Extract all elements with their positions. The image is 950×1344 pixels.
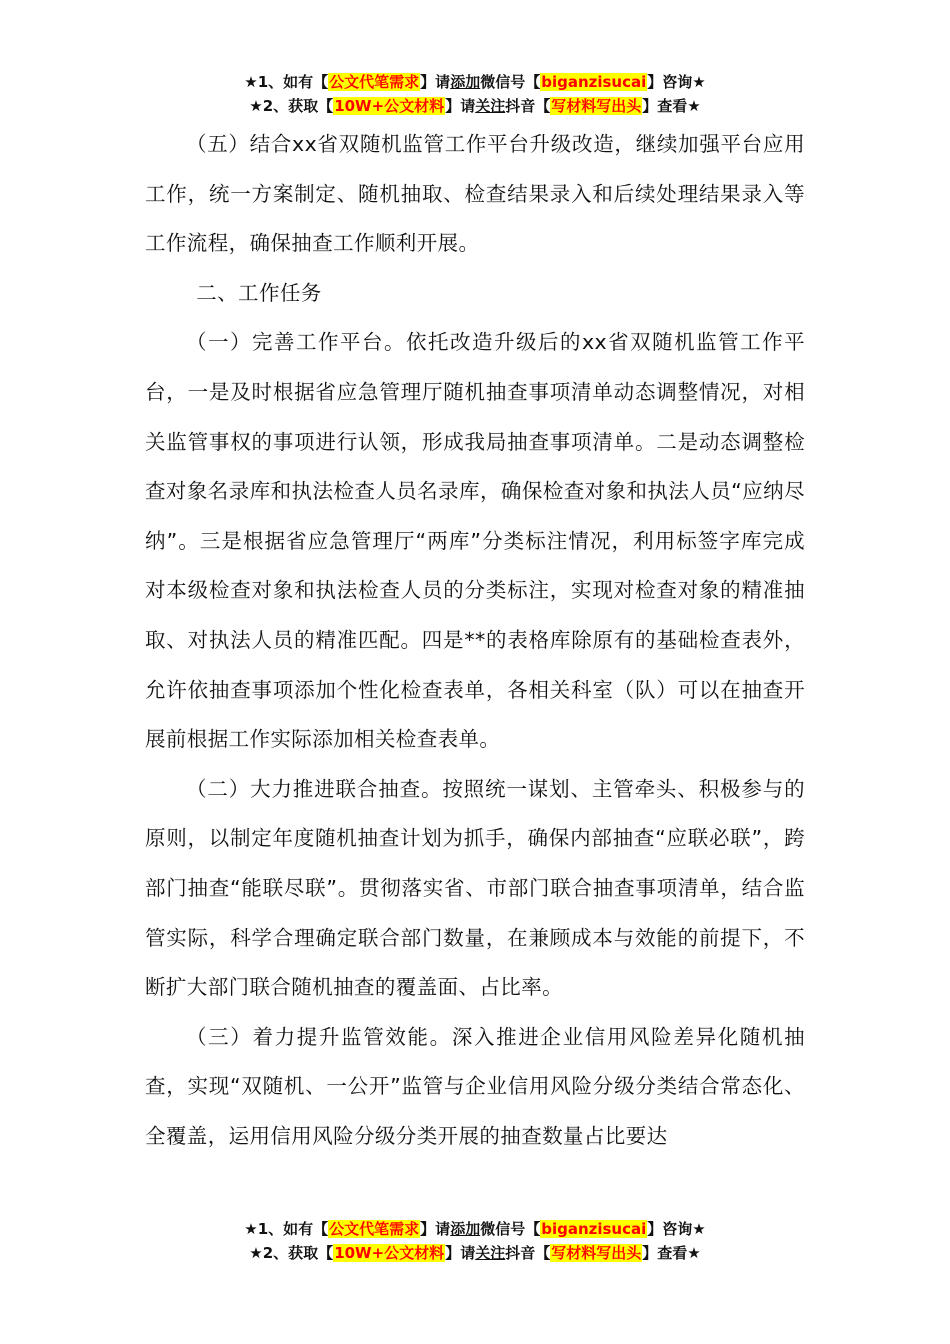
- footer-highlight-ghostwriting: 公文代笔需求: [329, 1220, 420, 1238]
- footer-highlight-materials: 10W+公文材料: [334, 1244, 445, 1262]
- paragraph-two: （二）大力推进联合抽查。按照统一谋划、主管牵头、积极参与的原则，以制定年度随机抽查计划为抓手，确保内部抽查“应联必联”，跨部门抽查“能联尽联”。贯彻落实省、市部门联合抽查事项清单，结合监管实际，科学合理确定联合部门数量，在兼顾成本与效能的前提下，不断扩大部门联合随机抽查的覆盖面、占比率。: [145, 776, 805, 1000]
- header-banner: [0, 70, 950, 118]
- footer-line-1: ★1、如有【公文代笔需求】请添加微信号【biganzisucai】咨询★: [244, 1220, 706, 1238]
- document-body: [145, 120, 805, 1161]
- section-heading-tasks: 二、工作任务: [196, 280, 322, 305]
- highlight-douyin: 写材料写出头: [551, 97, 642, 115]
- footer-highlight-douyin: 写材料写出头: [551, 1244, 642, 1262]
- highlight-materials: 10W+公文材料: [334, 97, 445, 115]
- banner-line-1: ★1、如有【公文代笔需求】请添加微信号【biganzisucai】咨询★: [244, 73, 706, 91]
- footer-banner: [0, 1217, 950, 1265]
- footer-line-2: ★2、获取【10W+公文材料】请关注抖音【写材料写出头】查看★: [249, 1244, 701, 1262]
- paragraph-three: （三）着力提升监管效能。深入推进企业信用风险差异化随机抽查，实现“双随机、一公开”监管与企业信用风险分级分类结合常态化、全覆盖，运用信用风险分级分类开展的抽查数量占比要达: [145, 1024, 805, 1148]
- footer-highlight-wechat-id: biganzisucai: [541, 1220, 647, 1238]
- highlight-wechat-id: biganzisucai: [541, 73, 647, 91]
- banner-line-2: ★2、获取【10W+公文材料】请关注抖音【写材料写出头】查看★: [249, 97, 701, 115]
- highlight-ghostwriting: 公文代笔需求: [329, 73, 420, 91]
- paragraph-one: （一）完善工作平台。依托改造升级后的xx省双随机监管工作平台，一是及时根据省应急管理厅随机抽查事项清单动态调整情况，对相关监管事权的事项进行认领，形成我局抽查事项清单。二是动态调整检查对象名录库和执法检查人员名录库，确保检查对象和执法人员“应纳尽纳”。三是根据省应急管理厅“两库”分类标注情况，利用标签字库完成对本级检查对象和执法检查人员的分类标注，实现对检查对象的精准抽取、对执法人员的精准匹配。四是**的表格库除原有的基础检查表外，允许依抽查事项添加个性化检查表单，各相关科室（队）可以在抽查开展前根据工作实际添加相关检查表单。: [145, 330, 805, 752]
- paragraph-five: （五）结合xx省双随机监管工作平台升级改造，继续加强平台应用工作，统一方案制定、随机抽取、检查结果录入和后续处理结果录入等工作流程，确保抽查工作顺利开展。: [145, 132, 805, 256]
